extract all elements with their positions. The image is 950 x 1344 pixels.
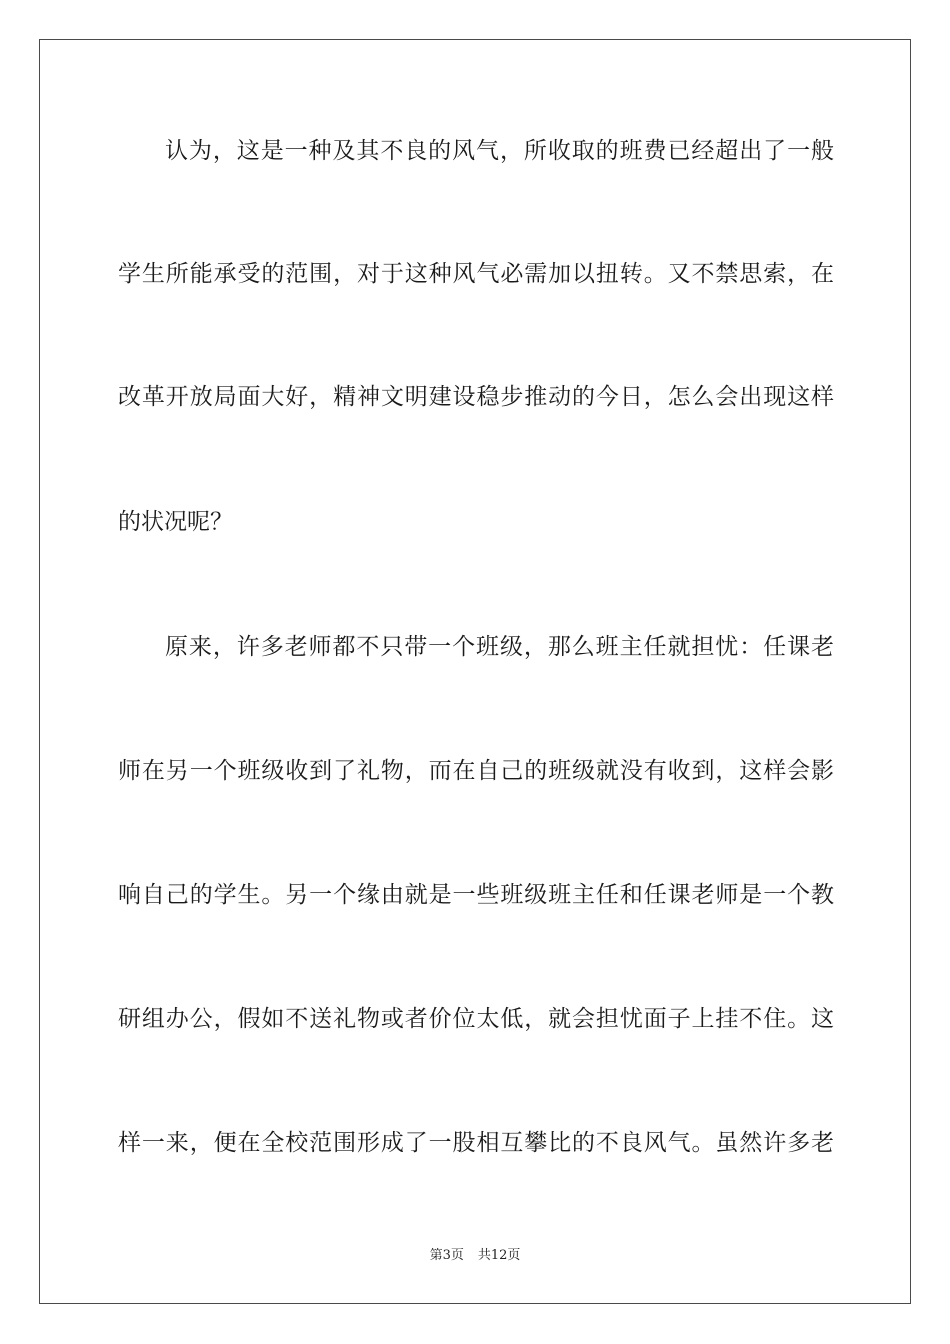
text-line-1: 认为，这是一种及其不良的风气，所收取的班费已经超出了一般 <box>165 138 834 164</box>
page-number-total: 共12页 <box>477 1248 521 1263</box>
text-line-7: 响自己的学生。另一个缘由就是一些班级班主任和任课老师是一个教 <box>118 882 834 908</box>
page-border <box>39 39 911 1304</box>
text-line-6: 师在另一个班级收到了礼物，而在自己的班级就没有收到，这样会影 <box>118 758 834 784</box>
text-line-2: 学生所能承受的范围，对于这种风气必需加以扭转。又不禁思索，在 <box>118 261 834 287</box>
text-line-5: 原来，许多老师都不只带一个班级，那么班主任就担忧：任课老 <box>165 634 834 660</box>
text-line-3: 改革开放局面大好，精神文明建设稳步推动的今日，怎么会出现这样 <box>118 384 834 410</box>
text-line-9: 样一来，便在全校范围形成了一股相互攀比的不良风气。虽然许多老 <box>118 1130 834 1156</box>
text-line-4: 的状况呢？ <box>118 509 233 535</box>
page-footer <box>0 1247 950 1265</box>
page-number-current: 第3页 <box>429 1248 464 1263</box>
text-line-8: 研组办公，假如不送礼物或者价位太低，就会担忧面子上挂不住。这 <box>118 1006 834 1032</box>
